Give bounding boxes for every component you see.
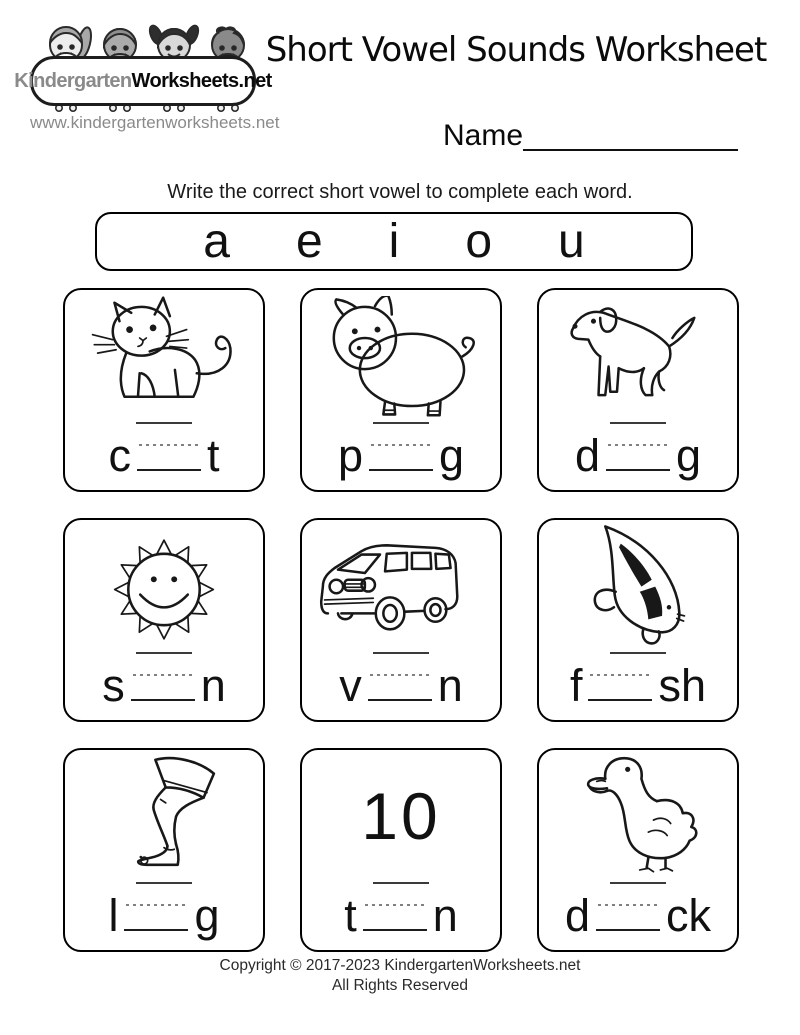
vowel-bank <box>95 212 693 271</box>
card-cat <box>63 288 265 492</box>
card-ten <box>300 748 502 952</box>
vowel-i: i <box>388 214 400 268</box>
leg-image <box>78 753 250 882</box>
word-sun <box>102 660 226 711</box>
guide-top-line <box>136 882 192 884</box>
vowel-blank[interactable] <box>596 904 660 931</box>
logo-text-worksheets: Worksheets.net <box>131 69 272 92</box>
guide-top-line <box>136 422 192 424</box>
guide-top-line <box>373 882 429 884</box>
word-cat <box>108 430 220 481</box>
page-title: Short Vowel Sounds Worksheet <box>265 30 767 70</box>
word-suffix: g <box>676 430 702 481</box>
name-label: Name <box>443 119 524 152</box>
ten-image: 10 <box>361 779 441 853</box>
card-duck <box>537 748 739 952</box>
word-suffix: g <box>194 890 220 941</box>
vowel-blank[interactable] <box>363 904 427 931</box>
word-pig <box>337 430 465 481</box>
pig-image <box>311 296 491 422</box>
name-row <box>443 115 738 151</box>
guide-top-line <box>373 422 429 424</box>
word-prefix: t <box>344 890 357 941</box>
vowel-blank[interactable] <box>606 444 670 471</box>
word-suffix: sh <box>658 660 707 711</box>
card-dog <box>537 288 739 492</box>
guide-top-line <box>610 882 666 884</box>
vowel-blank[interactable] <box>131 674 195 701</box>
card-sun <box>63 518 265 722</box>
vowel-a: a <box>203 214 230 268</box>
word-prefix: v <box>339 660 362 711</box>
rights-text: All Rights Reserved <box>331 977 469 994</box>
word-prefix: d <box>574 430 600 481</box>
vowel-u: u <box>558 214 585 268</box>
vowel-blank[interactable] <box>124 904 188 931</box>
card-leg <box>63 748 265 952</box>
card-grid <box>63 288 739 952</box>
vowel-blank[interactable] <box>368 674 432 701</box>
vowel-e: e <box>295 214 323 268</box>
vowel-o: o <box>465 214 493 268</box>
fish-image <box>552 523 724 652</box>
word-suffix: n <box>432 890 458 941</box>
word-prefix: s <box>102 660 125 711</box>
word-suffix: n <box>437 660 463 711</box>
word-prefix: p <box>337 430 363 481</box>
word-prefix: d <box>564 890 591 941</box>
word-suffix: t <box>206 430 220 481</box>
guide-top-line <box>610 422 666 424</box>
word-suffix: ck <box>666 890 712 941</box>
vowel-blank[interactable] <box>137 444 201 471</box>
word-prefix: c <box>108 430 131 481</box>
card-pig <box>300 288 502 492</box>
word-duck <box>564 890 712 941</box>
site-url: www.kindergartenworksheets.net <box>30 113 280 132</box>
word-prefix: f <box>569 660 583 711</box>
dog-image <box>548 296 728 422</box>
word-van <box>339 660 463 711</box>
card-fish <box>537 518 739 722</box>
footer <box>0 956 800 996</box>
copyright-text: Copyright © 2017-2023 KindergartenWorksheets.net <box>219 957 581 974</box>
duck-image <box>552 753 724 882</box>
guide-top-line <box>373 652 429 654</box>
word-leg <box>108 890 220 941</box>
word-suffix: n <box>200 660 226 711</box>
cat-image <box>74 296 254 422</box>
word-ten <box>344 890 458 941</box>
card-van <box>300 518 502 722</box>
van-image <box>311 526 491 652</box>
vowel-blank[interactable] <box>588 674 652 701</box>
word-fish <box>569 660 707 711</box>
guide-top-line <box>610 652 666 654</box>
word-suffix: g <box>439 430 465 481</box>
vowel-blank[interactable] <box>369 444 433 471</box>
instruction-text: Write the correct short vowel to complete each word. <box>167 181 633 203</box>
word-dog <box>574 430 702 481</box>
word-prefix: l <box>108 890 119 941</box>
guide-top-line <box>136 652 192 654</box>
logo-text-kindergarten: Kindergarten <box>14 69 132 92</box>
logo-banner <box>14 56 272 106</box>
sun-image <box>79 530 249 649</box>
name-input-line[interactable] <box>523 115 738 151</box>
